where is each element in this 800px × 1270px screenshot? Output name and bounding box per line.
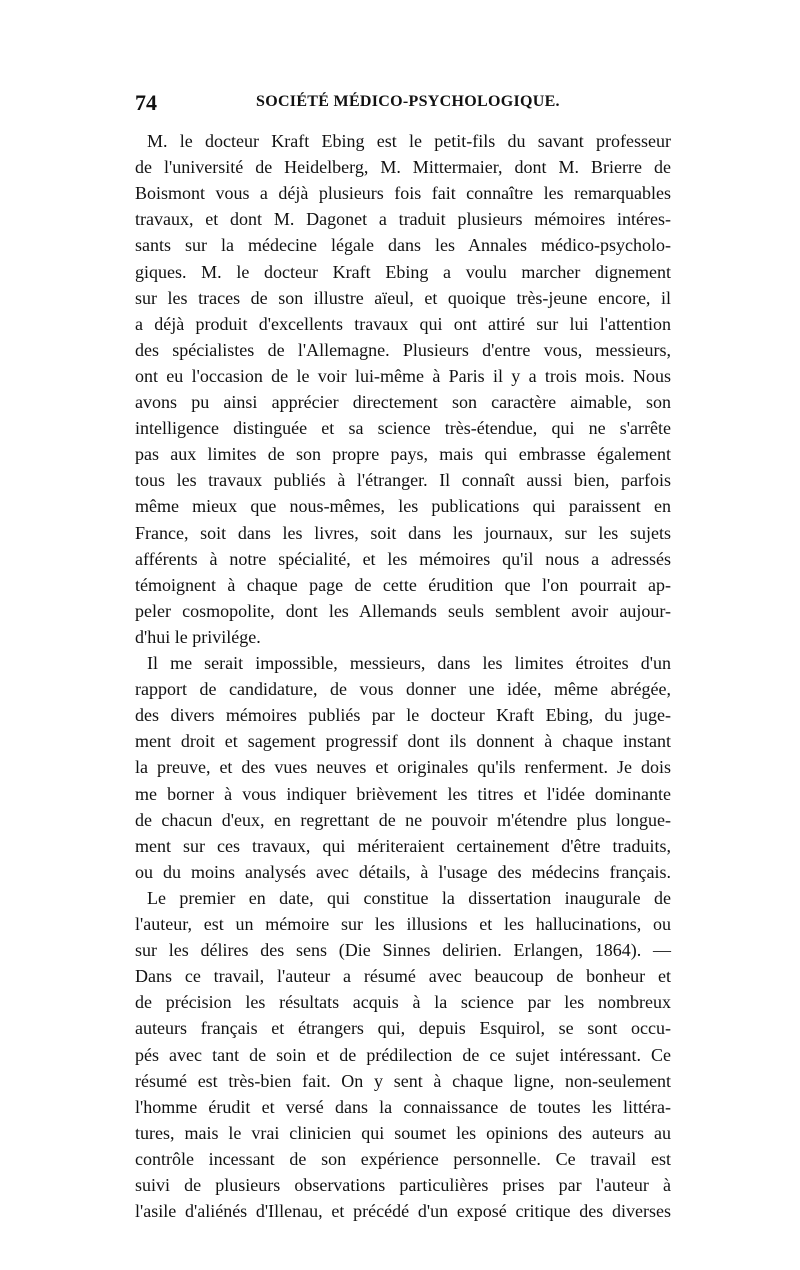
- text-line: M. le docteur Kraft Ebing est le petit-fils du savant professeur: [147, 131, 671, 151]
- text-line: de l'université de Heidelberg, M. Mittermaier, dont M. Brierre de: [135, 157, 671, 178]
- text-line: Boismont vous a déjà plusieurs fois fait connaître les remarquables: [135, 183, 671, 204]
- text-line: l'homme érudit et versé dans la connaissance de toutes les littéra-: [135, 1096, 671, 1117]
- text-line: l'auteur, est un mémoire sur les illusions et les hallucinations, ou: [135, 914, 671, 934]
- text-line: giques. M. le docteur Kraft Ebing a voulu marcher dignement: [135, 261, 671, 282]
- text-line: d'hui le privilége.: [135, 626, 261, 647]
- text-line: afférents à notre spécialité, et les mémoires qu'il nous a adressés: [135, 548, 671, 569]
- text-line: Dans ce travail, l'auteur a résumé avec beaucoup de bonheur et: [135, 966, 671, 987]
- text-line: même mieux que nous-mêmes, les publications qui paraissent en: [135, 496, 671, 517]
- text-line: résumé est très-bien fait. On y sent à chaque ligne, non-seulement: [135, 1070, 671, 1091]
- text-line: pas aux limites de son propre pays, mais qui embrasse également: [135, 444, 671, 465]
- text-line: travaux, et dont M. Dagonet a traduit plusieurs mémoires intéres-: [135, 209, 671, 230]
- text-line: tures, mais le vrai clinicien qui soumet les opinions des auteurs au: [135, 1122, 671, 1143]
- text-line: de précision les résultats acquis à la science par les nombreux: [135, 992, 671, 1013]
- text-line: sur les traces de son illustre aïeul, et quoique très-jeune encore, il: [135, 287, 671, 308]
- text-line: sants sur la médecine légale dans les Annales médico-psycholo-: [135, 235, 671, 256]
- text-line: France, soit dans les livres, soit dans les journaux, sur les sujets: [135, 522, 671, 543]
- running-title: SOCIÉTÉ MÉDICO-PSYCHOLOGIQUE.: [256, 93, 560, 110]
- text-line: ment droit et sagement progressif dont ils donnent à chaque instant: [135, 731, 671, 752]
- text-line: rapport de candidature, de vous donner une idée, même abrégée,: [135, 679, 671, 700]
- text-line: des spécialistes de l'Allemagne. Plusieurs d'entre vous, messieurs,: [135, 339, 671, 360]
- text-line: suivi de plusieurs observations particulières prises par l'auteur à: [135, 1175, 671, 1195]
- text-line: contrôle incessant de son expérience personnelle. Ce travail est: [135, 1148, 671, 1169]
- text-line: ont eu l'occasion de le voir lui-même à Paris il y a trois mois. Nous: [135, 365, 671, 386]
- text-line: me borner à vous indiquer brièvement les titres et l'idée dominante: [135, 783, 671, 804]
- text-line: des divers mémoires publiés par le docteur Kraft Ebing, du juge-: [135, 705, 671, 726]
- text-line: tous les travaux publiés à l'étranger. Il connaît aussi bien, parfois: [135, 470, 671, 491]
- text-line: avons pu ainsi apprécier directement son caractère aimable, son: [135, 392, 671, 412]
- text-line: intelligence distinguée et sa science très-étendue, qui ne s'arrête: [135, 418, 671, 439]
- text-line: pés avec tant de soin et de prédilection de ce sujet intéressant. Ce: [135, 1044, 671, 1065]
- page-header: [135, 90, 670, 116]
- text-line: ou du moins analysés avec détails, à l'usage des médecins français.: [135, 861, 671, 882]
- text-line: auteurs français et étrangers qui, depuis Esquirol, se sont occu-: [135, 1018, 671, 1039]
- text-line: Il me serait impossible, messieurs, dans les limites étroites d'un: [147, 653, 671, 673]
- text-line: l'asile d'aliénés d'Illenau, et précédé d'un exposé critique des diverses: [135, 1201, 671, 1222]
- text-line: a déjà produit d'excellents travaux qui ont attiré sur lui l'attention: [135, 313, 671, 334]
- text-line: la preuve, et des vues neuves et originales qu'ils renferment. Je dois: [135, 757, 671, 778]
- text-line: Le premier en date, qui constitue la dissertation inaugurale de: [147, 887, 671, 908]
- text-line: sur les délires des sens (Die Sinnes delirien. Erlangen, 1864). —: [135, 940, 671, 961]
- text-line: ment sur ces travaux, qui mériteraient certainement d'être traduits,: [135, 835, 671, 856]
- text-line: témoignent à chaque page de cette érudition que l'on pourrait ap-: [135, 574, 671, 595]
- text-line: de chacun d'eux, en regrettant de ne pouvoir m'étendre plus longue-: [135, 809, 671, 830]
- text-line: peler cosmopolite, dont les Allemands seuls semblent avoir aujour-: [135, 600, 671, 621]
- page-number: 74: [135, 90, 157, 115]
